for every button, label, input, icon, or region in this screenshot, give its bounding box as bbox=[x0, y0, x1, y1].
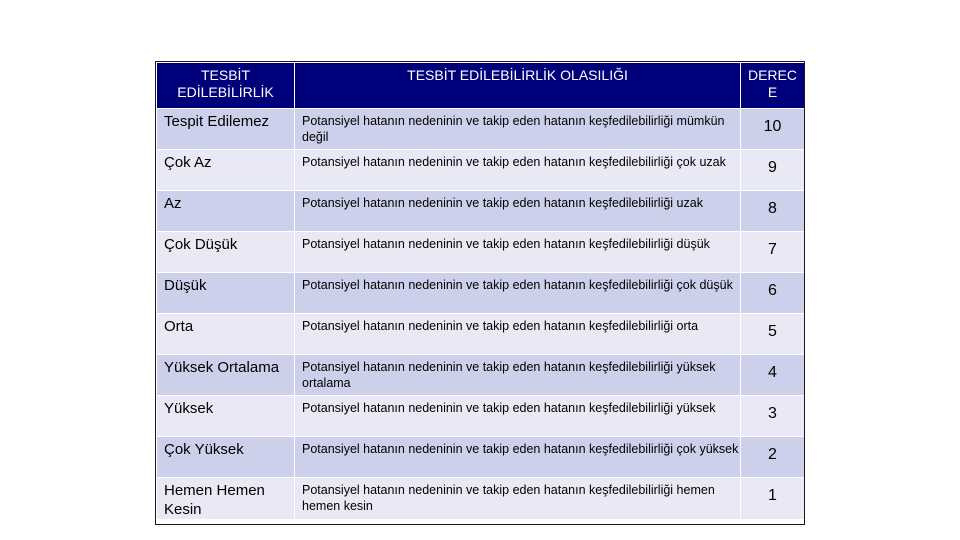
row-level: Yüksek Ortalama bbox=[157, 355, 295, 396]
row-score: 6 bbox=[741, 273, 805, 314]
row-score: 3 bbox=[741, 396, 805, 437]
table-row bbox=[157, 396, 805, 437]
row-description: Potansiyel hatanın nedeninin ve takip eden hatanın keşfedilebilirliği düşük bbox=[295, 232, 741, 273]
row-description: Potansiyel hatanın nedeninin ve takip eden hatanın keşfedilebilirliği uzak bbox=[295, 191, 741, 232]
row-level: Çok Düşük bbox=[157, 232, 295, 273]
header-detectability-probability: TESBİT EDİLEBİLİRLİK OLASILIĞI bbox=[295, 63, 741, 109]
header-detectability: TESBİT EDİLEBİLİRLİK bbox=[157, 63, 295, 109]
row-description: Potansiyel hatanın nedeninin ve takip eden hatanın keşfedilebilirliği çok uzak bbox=[295, 150, 741, 191]
table-row bbox=[157, 273, 805, 314]
table-row bbox=[157, 191, 805, 232]
table-row bbox=[157, 478, 805, 520]
row-level: Tespit Edilemez bbox=[157, 109, 295, 150]
table-row bbox=[157, 150, 805, 191]
row-score: 9 bbox=[741, 150, 805, 191]
table-row bbox=[157, 232, 805, 273]
row-score: 4 bbox=[741, 355, 805, 396]
row-score: 2 bbox=[741, 437, 805, 478]
row-description: Potansiyel hatanın nedeninin ve takip eden hatanın keşfedilebilirliği mümkün değil bbox=[295, 109, 741, 150]
row-level: Çok Az bbox=[157, 150, 295, 191]
row-score: 7 bbox=[741, 232, 805, 273]
row-description: Potansiyel hatanın nedeninin ve takip eden hatanın keşfedilebilirliği yüksek bbox=[295, 396, 741, 437]
detectability-table bbox=[156, 62, 805, 520]
table-row bbox=[157, 314, 805, 355]
table-row bbox=[157, 437, 805, 478]
row-level: Çok Yüksek bbox=[157, 437, 295, 478]
row-description: Potansiyel hatanın nedeninin ve takip eden hatanın keşfedilebilirliği orta bbox=[295, 314, 741, 355]
table-row bbox=[157, 355, 805, 396]
row-level: Yüksek bbox=[157, 396, 295, 437]
table-row bbox=[157, 109, 805, 150]
row-level: Orta bbox=[157, 314, 295, 355]
row-score: 1 bbox=[741, 478, 805, 520]
row-description: Potansiyel hatanın nedeninin ve takip eden hatanın keşfedilebilirliği hemen hemen kesin bbox=[295, 478, 741, 520]
row-level: Az bbox=[157, 191, 295, 232]
row-score: 5 bbox=[741, 314, 805, 355]
row-score: 8 bbox=[741, 191, 805, 232]
row-score: 10 bbox=[741, 109, 805, 150]
table-header-row bbox=[157, 63, 805, 109]
row-level: Düşük bbox=[157, 273, 295, 314]
header-degree: DERECE bbox=[741, 63, 805, 109]
row-description: Potansiyel hatanın nedeninin ve takip eden hatanın keşfedilebilirliği çok düşük bbox=[295, 273, 741, 314]
row-description: Potansiyel hatanın nedeninin ve takip eden hatanın keşfedilebilirliği çok yüksek bbox=[295, 437, 741, 478]
row-description: Potansiyel hatanın nedeninin ve takip eden hatanın keşfedilebilirliği yüksek ortalama bbox=[295, 355, 741, 396]
row-level: Hemen Hemen Kesin bbox=[157, 478, 295, 520]
